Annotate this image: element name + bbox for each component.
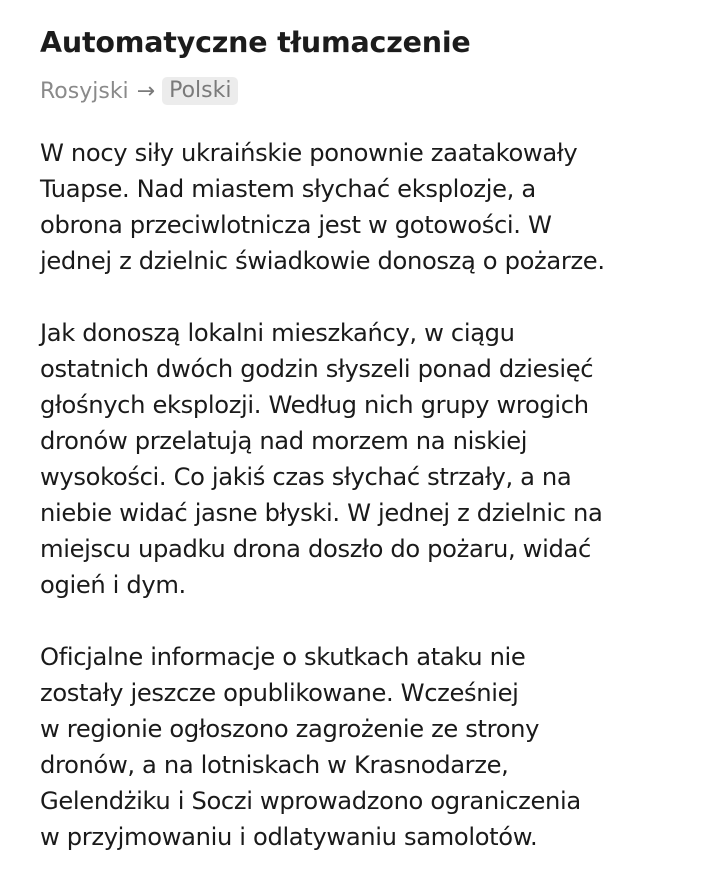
paragraph-line: ogień i dym. <box>40 571 186 599</box>
paragraph-line: Tuapse. Nad miastem słychać eksplozje, a <box>40 175 536 203</box>
paragraph-line: wysokości. Co jakiś czas słychać strzały, a na <box>40 463 572 491</box>
arrow-right-icon: → <box>136 78 156 104</box>
paragraph-line: w przyjmowaniu i odlatywaniu samolotów. <box>40 823 538 851</box>
page-title: Automatyczne tłumaczenie <box>40 26 471 59</box>
source-language-label: Rosyjski <box>40 78 129 104</box>
paragraph-line: niebie widać jasne błyski. W jednej z dzielnic na <box>40 499 603 527</box>
paragraph-line: W nocy siły ukraińskie ponownie zaatakowały <box>40 139 578 167</box>
article-paragraph <box>40 135 680 279</box>
paragraph-line: głośnych eksplozji. Według nich grupy wrogich <box>40 391 589 419</box>
paragraph-line: Oficjalne informacje o skutkach ataku nie <box>40 643 526 671</box>
language-pair <box>40 76 680 106</box>
target-language-chip[interactable]: Polski <box>162 77 238 105</box>
article-paragraph <box>40 639 680 855</box>
paragraph-line: Gelendżiku i Soczi wprowadzono ograniczenia <box>40 787 581 815</box>
paragraph-line: dronów przelatują nad morzem na niskiej <box>40 427 528 455</box>
paragraph-line: miejscu upadku drona doszło do pożaru, widać <box>40 535 591 563</box>
paragraph-line: dronów, a na lotniskach w Krasnodarze, <box>40 751 509 779</box>
paragraph-line: Jak donoszą lokalni mieszkańcy, w ciągu <box>40 319 515 347</box>
paragraph-line: ostatnich dwóch godzin słyszeli ponad dziesięć <box>40 355 594 383</box>
paragraph-line: jednej z dzielnic świadkowie donoszą o pożarze. <box>40 247 605 275</box>
paragraph-line: obrona przeciwlotnicza jest w gotowości. W <box>40 211 552 239</box>
paragraph-line: zostały jeszcze opublikowane. Wcześniej <box>40 679 519 707</box>
article-paragraph <box>40 315 680 603</box>
translated-text <box>40 135 680 855</box>
paragraph-line: w regionie ogłoszono zagrożenie ze strony <box>40 715 540 743</box>
